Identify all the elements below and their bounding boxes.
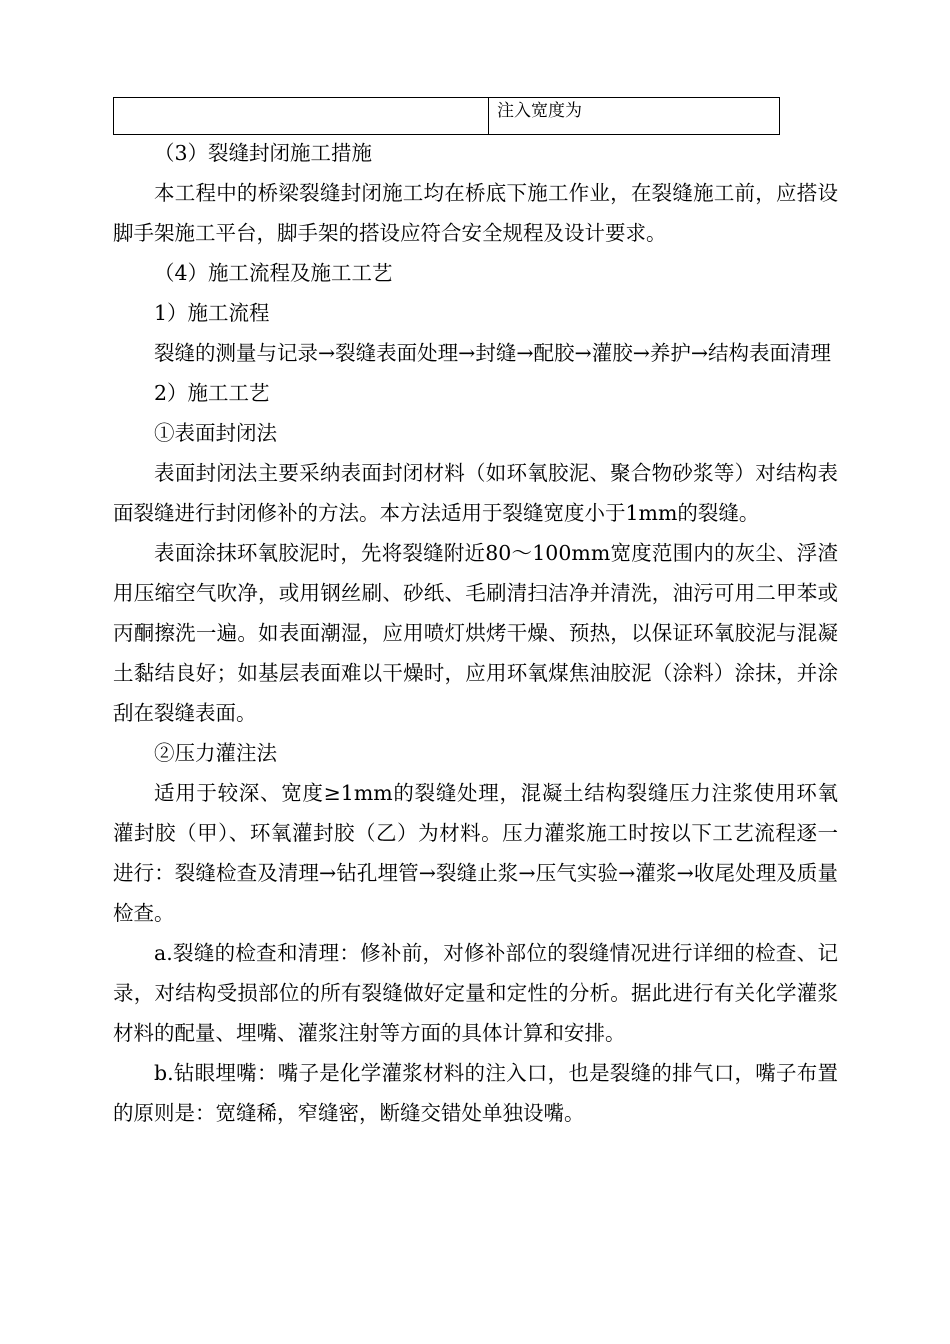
paragraph: a.裂缝的检查和清理：修补前，对修补部位的裂缝情况进行详细的检查、记录，对结构受损部位的所有裂缝做好定量和定性的分析。据此进行有关化学灌浆材料的配量、埋嘴、灌浆注射等方面的具体计算和安排。 xyxy=(113,941,838,1045)
subheading-pressure-grouting: ②压力灌注法 xyxy=(154,741,277,765)
subheading-technique: 2）施工工艺 xyxy=(154,381,270,405)
subheading-flow: 1）施工流程 xyxy=(154,301,270,325)
table-cell: 注入宽度为 xyxy=(489,98,780,135)
table-cell xyxy=(114,98,489,135)
spec-table xyxy=(113,97,780,135)
table-row xyxy=(114,98,780,135)
table-fragment xyxy=(113,97,780,135)
section-heading-process: （4）施工流程及施工工艺 xyxy=(154,261,393,285)
paragraph: 表面涂抹环氧胶泥时，先将裂缝附近80～100mm宽度范围内的灰尘、浮渣用压缩空气吹净，或用钢丝刷、砂纸、毛刷清扫洁净并清洗，油污可用二甲苯或丙酮擦洗一遍。如表面潮湿，应用喷灯烘烤干燥、预热，以保证环氧胶泥与混凝土黏结良好；如基层表面难以干燥时，应用环氧煤焦油胶泥（涂料）涂抹，并涂刮在裂缝表面。 xyxy=(113,541,838,725)
document-body xyxy=(113,133,838,1133)
paragraph: 裂缝的测量与记录→裂缝表面处理→封缝→配胶→灌胶→养护→结构表面清理 xyxy=(154,341,832,365)
paragraph: b.钻眼埋嘴：嘴子是化学灌浆材料的注入口，也是裂缝的排气口，嘴子布置的原则是：宽缝稀，窄缝密，断缝交错处单独设嘴。 xyxy=(113,1061,838,1125)
section-heading-crack-sealing: （3）裂缝封闭施工措施 xyxy=(154,141,373,165)
paragraph: 适用于较深、宽度≥1mm的裂缝处理，混凝土结构裂缝压力注浆使用环氧灌封胶（甲）、环氧灌封胶（乙）为材料。压力灌浆施工时按以下工艺流程逐一进行：裂缝检查及清理→钻孔埋管→裂缝止浆→压气实验→灌浆→收尾处理及质量检查。 xyxy=(113,781,838,925)
paragraph: 本工程中的桥梁裂缝封闭施工均在桥底下施工作业，在裂缝施工前，应搭设脚手架施工平台，脚手架的搭设应符合安全规程及设计要求。 xyxy=(113,181,838,245)
subheading-surface-sealing: ①表面封闭法 xyxy=(154,421,277,445)
paragraph: 表面封闭法主要采纳表面封闭材料（如环氧胶泥、聚合物砂浆等）对结构表面裂缝进行封闭修补的方法。本方法适用于裂缝宽度小于1mm的裂缝。 xyxy=(113,461,838,525)
